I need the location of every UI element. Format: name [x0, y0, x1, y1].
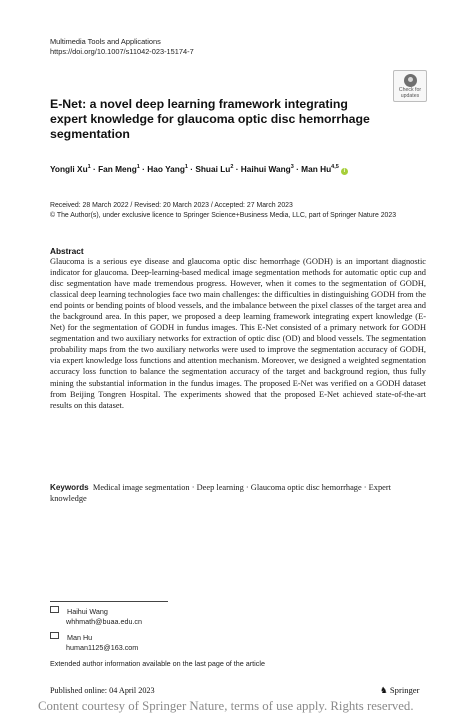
keywords-label: Keywords: [50, 483, 89, 492]
author-affiliation: 1: [87, 164, 91, 171]
corresponding-author-name: Haihui Wang: [67, 607, 108, 616]
article-dates: Received: 28 March 2022 / Revised: 20 March 2023 / Accepted: 27 March 2023: [50, 202, 293, 209]
author-affiliation: 2: [230, 164, 234, 171]
check-for-updates-icon: [404, 74, 417, 87]
author-affiliation: 3: [290, 164, 294, 171]
author-affiliation: 1: [184, 164, 188, 171]
author-name[interactable]: Fan Meng: [98, 164, 137, 174]
badge-line-2: updates: [400, 92, 420, 99]
article-history: [50, 201, 396, 220]
author-affiliation: 4,5: [331, 164, 339, 171]
article-title: E-Net: a novel deep learning framework integrating expert knowledge for glaucoma optic disc hemorrhage segmentation: [50, 97, 370, 141]
journal-name: Multimedia Tools and Applications: [50, 37, 161, 46]
publisher-name: Springer: [389, 685, 420, 695]
published-date: Published online: 04 April 2023: [50, 686, 155, 695]
envelope-icon: [50, 606, 59, 613]
corresponding-author-email[interactable]: human1125@163.com: [66, 642, 139, 652]
doi-link[interactable]: https://doi.org/10.1007/s11042-023-15174-7: [50, 46, 194, 56]
envelope-icon: [50, 632, 59, 639]
badge-line-1: Check for: [398, 87, 422, 93]
author-list: Yongli $Xu^1$ · Fan Meng$^1$ · Hao Yang$^1$ · Shuai $Lu^2$ · Haihui Wang$^3$ · Man Hu$^{4,5}$i: [50, 164, 430, 175]
corresponding-author-email[interactable]: whhmath@buaa.edu.cn: [66, 616, 143, 626]
author-name[interactable]: Yongli Xu: [50, 164, 88, 174]
correspondence-entry: [50, 632, 138, 652]
author-name[interactable]: Hao Yang: [147, 164, 185, 174]
corresponding-author-name: Man Hu: [67, 633, 93, 642]
journal-header: [50, 37, 194, 56]
extended-author-note: Extended author information available on the last page of the article: [50, 659, 265, 668]
author-name[interactable]: Man Hu: [301, 164, 332, 174]
copyright-line: © The Author(s), under exclusive licence to Springer Science+Business Media, LLC, part of Springer Nature 2023: [50, 211, 397, 219]
keywords-list: Medical image segmentation · Deep learning · Glaucoma optic disc hemorrhage · Expert knowledge: [50, 483, 392, 503]
author-name[interactable]: Haihui Wang: [240, 164, 291, 174]
check-for-updates-badge[interactable]: [393, 70, 427, 102]
abstract-text: Glaucoma is a serious eye disease and glaucoma optic disc hemorrhage (GODH) is an important diagnostic indicator for glaucoma. Deep-learning-based medical image segmentation methods for automatic optic cup and disc segmentation have made tremendous progress. However, when it comes to the segmentation of GODH, classical deep learning technologies face two main challenges: the difficulties in distinguishing GODH from the end points or bending points of blood vessels, and the imbalance between the pixel classes of the target area and the background area. In this paper, we proposed a deep learning framework integrating expert knowledge (E-Net) for the segmentation of GODH in fundus images. This E-Net consisted of a primary network for GODH segmentation and two auxiliary networks for extraction of optic disc (OD) and blood vessels. The segmentation probability maps from the two auxiliary networks were used to improve the segmentation accuracy of GODH, via expert knowledge loss functions and attention mechanism. Moreover, we designed a weighted segmentation accuracy loss function to balance the segmentation accuracy of the target and background region, thus fully mining the substantial information in the fundus images. The proposed E-Net was verified on a GODH dataset from Beijing Tongren Hospital. The experiments showed that the proposed E-Net achieved state-of-the-art results on this dataset.: [50, 257, 426, 410]
orcid-icon[interactable]: i: [341, 168, 348, 175]
publisher-logo: [380, 685, 419, 696]
footnote-divider: [50, 601, 168, 602]
springer-horse-icon: ♞: [380, 685, 388, 695]
courtesy-watermark: Content courtesy of Springer Nature, terms of use apply. Rights reserved.: [38, 699, 414, 713]
abstract-heading: Abstract: [50, 246, 84, 256]
correspondence-entry: [50, 606, 142, 626]
keywords-section: [50, 482, 426, 504]
author-name[interactable]: Shuai Lu: [195, 164, 231, 174]
author-affiliation: 1: [136, 164, 140, 171]
